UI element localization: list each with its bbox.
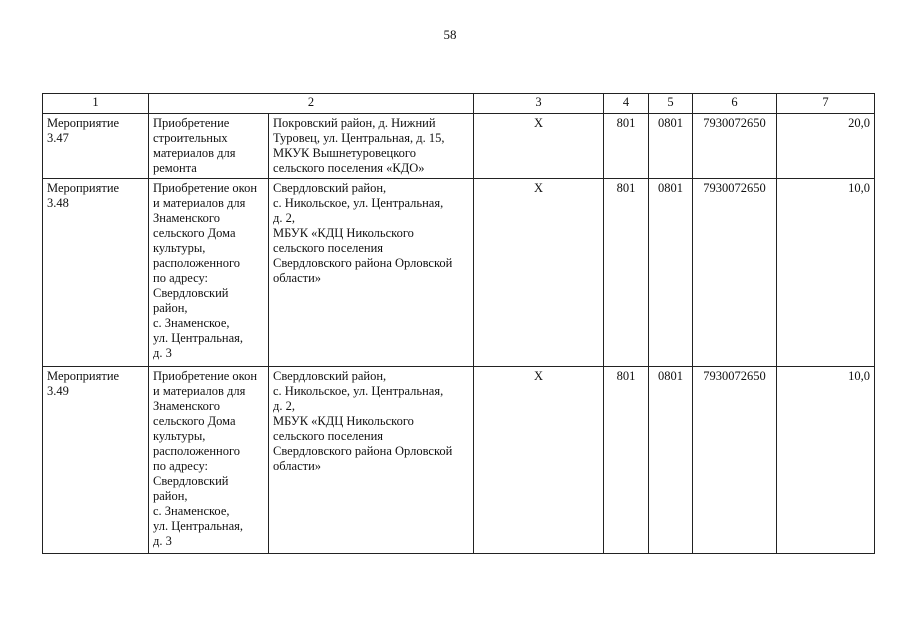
col6-cell: 7930072650 (693, 367, 777, 554)
header-col-7: 7 (777, 94, 875, 114)
header-col-4: 4 (604, 94, 649, 114)
col7-cell: 20,0 (777, 114, 875, 179)
table-row (43, 367, 875, 554)
col5-cell: 0801 (649, 114, 693, 179)
col4-cell: 801 (604, 114, 649, 179)
header-col-5: 5 (649, 94, 693, 114)
page-number: 58 (443, 27, 457, 42)
col5-cell: 0801 (649, 367, 693, 554)
address-cell: Свердловский район, с. Никольское, ул. Центральная, д. 2, МБУК «КДЦ Никольского сельского поселения Свердловского района Орловской области» (269, 179, 474, 367)
event-cell: Мероприятие 3.48 (43, 179, 149, 367)
events-table (42, 93, 875, 554)
col6-cell: 7930072650 (693, 179, 777, 367)
table-row (43, 114, 875, 179)
header-col-6: 6 (693, 94, 777, 114)
col3-cell: Х (474, 367, 604, 554)
table-row (43, 179, 875, 367)
description-cell: Приобретение окон и материалов для Знаменского сельского Дома культуры, расположенного по адресу: Свердловский район, с. Знаменское, ул. Центральная, д. 3 (149, 179, 269, 367)
col7-cell: 10,0 (777, 179, 875, 367)
event-cell: Мероприятие 3.49 (43, 367, 149, 554)
address-cell: Свердловский район, с. Никольское, ул. Центральная, д. 2, МБУК «КДЦ Никольского сельского поселения Свердловского района Орловской области» (269, 367, 474, 554)
col4-cell: 801 (604, 179, 649, 367)
col5-cell: 0801 (649, 179, 693, 367)
description-cell: Приобретение окон и материалов для Знаменского сельского Дома культуры, расположенного по адресу: Свердловский район, с. Знаменское, ул. Центральная, д. 3 (149, 367, 269, 554)
col4-cell: 801 (604, 367, 649, 554)
header-col-2: 2 (149, 94, 474, 114)
header-row (43, 94, 875, 114)
col6-cell: 7930072650 (693, 114, 777, 179)
description-cell: Приобретение строительных материалов для ремонта (149, 114, 269, 179)
address-cell: Покровский район, д. Нижний Туровец, ул. Центральная, д. 15, МКУК Вышнетуровецкого сельского поселения «КДО» (269, 114, 474, 179)
event-cell: Мероприятие 3.47 (43, 114, 149, 179)
col7-cell: 10,0 (777, 367, 875, 554)
col3-cell: Х (474, 179, 604, 367)
header-col-3: 3 (474, 94, 604, 114)
header-col-1: 1 (43, 94, 149, 114)
col3-cell: Х (474, 114, 604, 179)
